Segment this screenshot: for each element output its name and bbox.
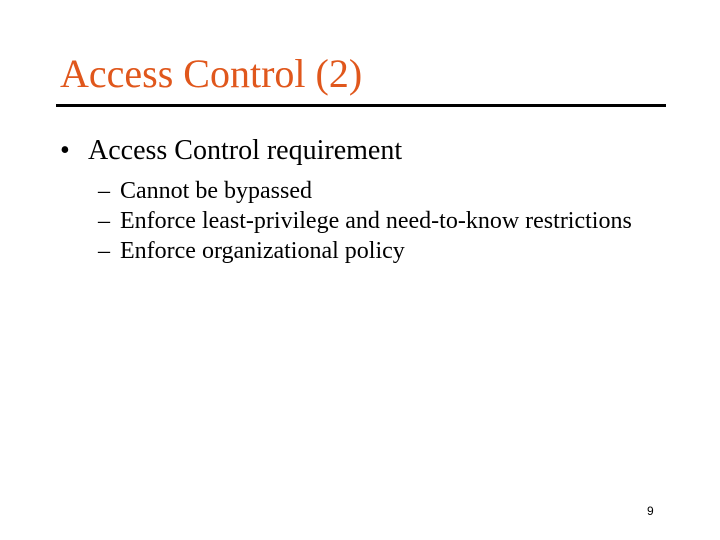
- sub-bullet-item: [98, 176, 658, 206]
- sub-bullet-text: Enforce least-privilege and need-to-know restrictions: [120, 208, 632, 234]
- dash-marker: –: [98, 208, 110, 234]
- sub-bullet-text: Enforce organizational policy: [120, 238, 405, 264]
- bullet-marker: •: [60, 135, 70, 166]
- sub-bullet-text: Cannot be bypassed: [120, 178, 312, 204]
- sub-bullet-list: [98, 176, 658, 266]
- title-divider: [56, 104, 666, 107]
- slide-title: Access Control (2): [60, 51, 363, 96]
- bullet-item: [60, 133, 680, 169]
- dash-marker: –: [98, 178, 110, 204]
- sub-bullet-item: [98, 236, 658, 266]
- page-number: 9: [647, 504, 654, 518]
- dash-marker: –: [98, 238, 110, 264]
- sub-bullet-item: [98, 206, 658, 236]
- bullet-text: Access Control requirement: [88, 135, 403, 166]
